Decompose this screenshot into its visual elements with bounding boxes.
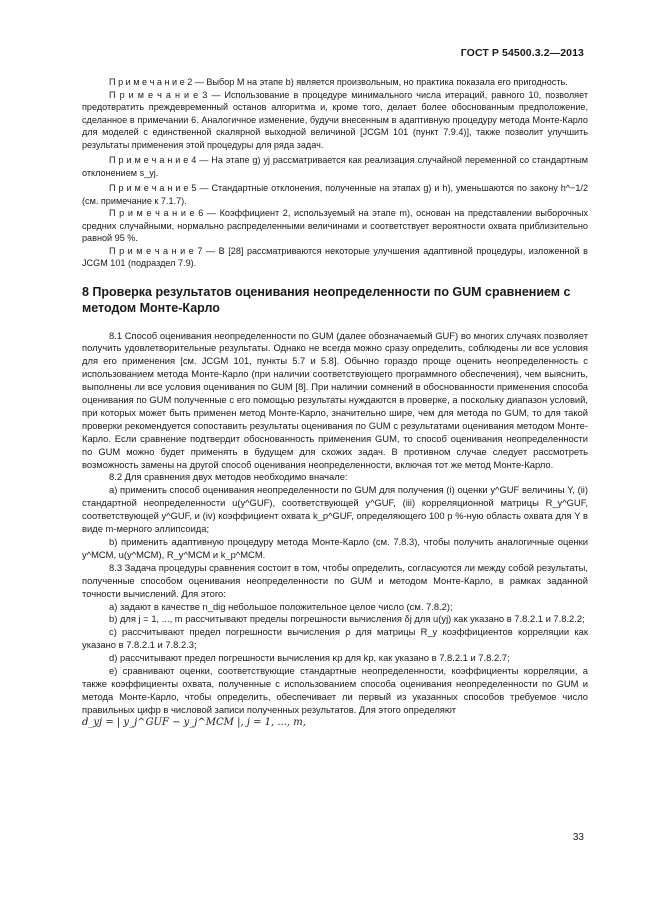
note-6: П р и м е ч а н и е 6 — Коэффициент 2, используемый на этапе m), основан на представлении выборочных средних случайными, нормально распределенными величинами и соответствует вероятности охвата приблизительно равной 95 %. xyxy=(82,208,588,243)
paragraph-8-3-b: b) для j = 1, ..., m рассчитывают пределы погрешности вычисления δj для u(yj) как указано в 7.8.2.1 и 7.8.2.2; xyxy=(109,613,585,625)
paragraph-8-3-a: a) задают в качестве n_dig небольшое положительное целое число (см. 7.8.2); xyxy=(109,600,453,612)
paragraph-8-3-c: c) рассчитывают предел погрешности вычисления ρ для матрицы R_y коэффициентов корреляции как указано в 7.8.2.1 и 7.8.2.3; xyxy=(82,626,588,651)
paragraph-8-3-d: d) рассчитывают предел погрешности вычисления κp для kp, как указано в 7.8.2.1 и 7.8.2.7; xyxy=(109,652,510,664)
paragraph-8-3-e: e) сравнивают оценки, соответствующие стандартные неопределенности, коэффициенты корреляции, а также коэффициенты охвата, полученные с использованием способа оценивания неопределенности по GUM и метода Монте-Карло, чтобы определить, обеспечивает ли первый из указанных способов требуемое число правильных цифр в числовой записи полученных результатов. Для этого определяют xyxy=(82,665,588,715)
note-7: П р и м е ч а н и е 7 — В [28] рассматриваются некоторые улучшения адаптивной процедуры, изложенной в JCGM 101 (подраздел 7.9). xyxy=(82,245,588,268)
section-8-body xyxy=(82,330,588,730)
page-header-doc-id: ГОСТ Р 54500.3.2—2013 xyxy=(460,47,584,59)
paragraph-8-2: 8.2 Для сравнения двух методов необходимо вначале: xyxy=(109,471,348,483)
notes-block xyxy=(82,76,588,270)
paragraph-8-2-b: b) применить адаптивную процедуру метода Монте-Карло (см. 7.8.3), чтобы получить аналогичные оценки y^MCM, u(y^MCM), R_y^MCM и k_p^MCM. xyxy=(82,536,588,560)
note-3: П р и м е ч а н и е 3 — Использование в процедуре минимального числа итераций, равного 10, позволяет предотвратить преждевременный останов алгоритма и, кроме того, делает более обоснованным предположение, сделанное в примечании 6. Аналогичное изменение, будучи внесенным в адаптивную процедуру метода Монте-Карло для моделей с единственной скалярной выходной величиной [JCGM 101 (пункт 7.9.4)], также позволит улучшить результаты применения этой процедуры для ряда задач. xyxy=(82,89,588,150)
note-4: П р и м е ч а н и е 4 — На этапе g) yj рассматривается как реализация случайной переменной со стандартным отклонением s_yj. xyxy=(82,155,588,178)
page-content xyxy=(82,76,588,730)
note-2: П р и м е ч а н и е 2 — Выбор M на этапе b) является произвольным, но практика показала его пригодность. xyxy=(109,77,568,87)
paragraph-8-3: 8.3 Задача процедуры сравнения состоит в том, чтобы определить, согласуются ли между собой результаты, полученные способом оценивания неопределенности по GUM и методом Монте-Карло, в рамках заданной точности вычислений. Для этого: xyxy=(82,561,588,599)
formula-d-yj: d_yj = | y_j^GUF − y_j^MCM |, j = 1, ..., m, xyxy=(82,716,306,728)
page-number: 33 xyxy=(572,832,584,843)
paragraph-8-1: 8.1 Способ оценивания неопределенности по GUM (далее обозначаемый GUF) во многих случаях позволяет получить удовлетворительные результаты. Однако не всегда можно сразу определить, соблюдены ли все условия для его применения [см. JCGM 101, пункты 5.7 и 5.8]. Обычно гораздо проще оценить неопределенность с использованием метода Монте-Карло (при наличии соответствующего программного обеспечения), чем выяснить, выполнены ли все условия оценивания по GUM [8]. При наличии сомнений в обоснованности применения способа оценивания по GUM полученные с его помощью результаты нуждаются в проверке, а поскольку диапазон условий, при которых может быть применен метод Монте-Карло, значительно шире, чем для метода по GUM, то для такой проверки рекомендуется сопоставить результаты оценивания по GUM с результатами оценивания методом Монте-Карло. Если сравнение подтвердит обоснованность применения GUM, то способ оценивания неопределенности по GUM можно будет применять в будущем для схожих задач. В противном случае следует рассмотреть возможность замены на другой способ оценивания неопределенности, включая тот же метод Монте-Карло. xyxy=(82,329,588,470)
paragraph-8-2-a: a) применить способ оценивания неопределенности по GUM для получения (i) оценки y^GUF величины Y, (ii) стандартной неопределенности u(y^GUF), соответствующей y^GUF, (iii) корреляционной матрицы R_y^GUF, соответствующей y^GUF, и (iv) коэффициент охвата k_p^GUF, определяющего 100 p %-ную область охвата для Y в виде m-мерного эллипсоида; xyxy=(82,484,588,535)
note-5: П р и м е ч а н и е 5 — Стандартные отклонения, полученные на этапах g) и h), уменьшаются по закону h^−1/2 (см. примечание к 7.1.7). xyxy=(82,183,588,206)
section-8-title: 8 Проверка результатов оценивания неопределенности по GUM сравнением с методом Монте-Карло xyxy=(82,284,571,315)
